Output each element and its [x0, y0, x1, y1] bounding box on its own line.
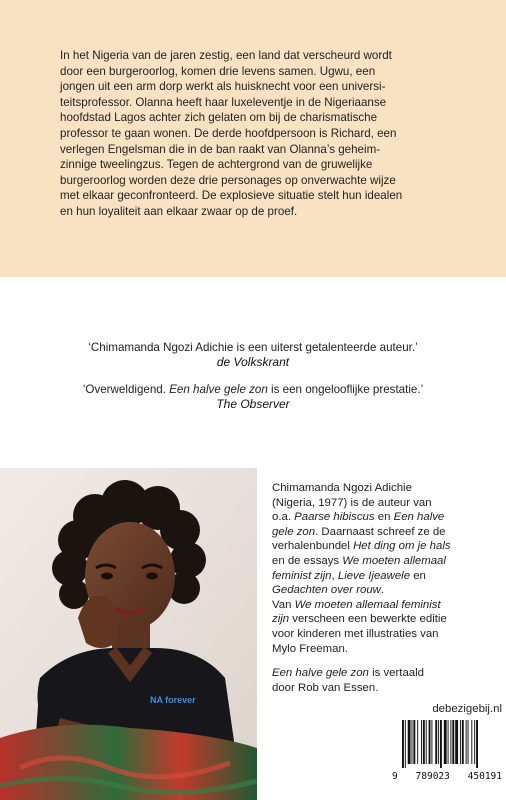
blurb-panel: [0, 0, 506, 277]
barcode-bar: [468, 720, 469, 764]
bio-line: [272, 642, 502, 657]
blurb-line: hoofdstad Lagos achter zich gelaten om bij de charismatische: [60, 111, 378, 125]
bio-line: [272, 539, 502, 554]
quote-text-part: ‘Overweldigend.: [82, 383, 170, 396]
blurb-line: burgeroorlog worden deze drie personages op onverwachte wijze: [60, 173, 396, 187]
barcode-bar: [405, 720, 406, 768]
bio-book-title: Lieve Ijeawele: [337, 569, 411, 582]
blurb-line: In het Nigeria van de jaren zestig, een land dat verscheurd wordt: [60, 49, 392, 62]
review-quotes: [0, 340, 506, 424]
blurb-line: met elkaar geconfronteerd. De explosieve situatie stelt hun idealen: [60, 189, 403, 203]
bio-line: [272, 666, 502, 681]
barcode-bar: [460, 720, 461, 764]
bio-text: Van: [272, 598, 295, 611]
bio-text: Mylo Freeman.: [272, 642, 348, 655]
bio-book-title: Het ding om je hals: [349, 540, 451, 553]
barcode-bar: [421, 720, 422, 764]
bio-book-title: Gedachten over rouw: [272, 584, 381, 597]
barcode-bar: [448, 720, 449, 764]
barcode-bars: [392, 720, 500, 770]
blurb-line: jongen uit een arm dorp werkt als huisknecht voor een universi-: [60, 80, 386, 94]
bio-line: [272, 612, 502, 627]
bio-text: verscheen een bewerkte editie: [289, 613, 447, 626]
bio-text: verhalenbundel: [272, 540, 350, 553]
isbn-digit-group: 9: [392, 771, 398, 782]
bio-line: [272, 554, 502, 569]
bio-line: [272, 627, 502, 642]
isbn-digit-group: 789023: [415, 771, 450, 782]
barcode-bar: [426, 720, 427, 764]
barcode-bar: [417, 720, 418, 764]
quote-source: The Observer: [216, 397, 290, 411]
blurb-line: zinnige tweelingzus. Tegen de achtergrond van de gruwelijke: [60, 158, 373, 172]
barcode-bar: [438, 720, 439, 764]
publisher-website: debezigebij.nl: [432, 703, 502, 715]
bio-text: ,: [331, 569, 338, 582]
barcode-bar: [408, 720, 411, 764]
bio-text: o.a.: [272, 511, 295, 524]
bio-text: en: [374, 511, 394, 524]
bio-text: Chimamanda Ngozi Adichie: [272, 482, 412, 494]
barcode-bar: [413, 720, 415, 764]
bio-book-title: We moeten allemaal feminist: [294, 598, 441, 611]
bio-text: . Daarnaast schreef ze de: [315, 525, 446, 538]
bio-book-title: feminist zijn: [272, 569, 332, 582]
quote-text-part: ‘Chimamanda Ngozi Adichie is een uiterst getalenteerde auteur.’: [88, 341, 418, 354]
barcode-bar: [474, 720, 475, 764]
bio-text: door Rob van Essen.: [272, 681, 379, 694]
bio-line: [272, 569, 502, 584]
bio-line: [272, 510, 502, 525]
bio-text: voor kinderen met illustraties van: [272, 627, 439, 640]
bio-book-title: gele zon: [272, 525, 316, 538]
quote-text: [0, 382, 506, 397]
barcode-bar: [471, 720, 472, 764]
barcode-bar: [476, 720, 478, 768]
quote-text-part: is een ongelooflijke prestatie.’: [267, 383, 424, 396]
blurb-text: [60, 48, 470, 220]
shirt-print: NA forever: [150, 695, 196, 705]
blurb-line: verlegen Engelsman die in de ban raakt van Olanna’s geheim-: [60, 142, 381, 156]
barcode-bar: [402, 720, 404, 768]
bio-book-title: Een halve: [393, 511, 445, 524]
bio-text: en: [410, 569, 426, 582]
blurb-line: door een burgeroorlog, komen drie levens samen. Ugwu, een: [60, 64, 376, 78]
bio-text: .: [380, 584, 385, 597]
blurb-line: teitsprofessor. Olanna heeft haar luxeleventje in de Nigeriaanse: [60, 95, 387, 109]
barcode-bar: [412, 720, 413, 764]
isbn-digits: [392, 771, 502, 782]
bio-line: [272, 496, 502, 511]
bio-book-title: We moeten allemaal: [342, 554, 446, 567]
quote-text: [0, 340, 506, 355]
barcode-bar: [435, 720, 437, 764]
bio-text: en de essays: [272, 554, 343, 567]
author-bio: [272, 481, 502, 695]
barcode-bar: [440, 720, 442, 768]
barcode-bar: [466, 720, 467, 764]
isbn-digit-group: 450191: [467, 771, 502, 782]
author-photo: [0, 468, 257, 800]
bio-book-title: zijn: [272, 613, 290, 626]
review-quote: [0, 340, 506, 370]
barcode-bar: [429, 720, 431, 764]
bio-line: [272, 583, 502, 598]
bio-text: is vertaald: [368, 667, 424, 680]
bio-line: [272, 525, 502, 540]
bio-spacer: [272, 656, 502, 666]
bio-book-title: Paarse hibiscus: [294, 511, 375, 524]
barcode-bar: [455, 720, 458, 764]
bio-line: [272, 598, 502, 613]
bio-book-title: Een halve gele zon: [272, 667, 369, 680]
quote-source: de Volkskrant: [216, 355, 290, 369]
review-quote: [0, 382, 506, 412]
blurb-line: en hun loyaliteit aan elkaar zwaar op de proef.: [60, 204, 298, 218]
barcode-bar: [423, 720, 425, 764]
bio-line: [272, 681, 502, 696]
barcode-bar: [452, 720, 454, 764]
barcode-bar: [462, 720, 464, 764]
barcode-bar: [444, 720, 447, 764]
barcode-bar: [450, 720, 451, 764]
barcode-bar: [431, 720, 432, 764]
bio-text: (Nigeria, 1977) is de auteur van: [272, 496, 432, 509]
quote-title-italic: Een halve gele zon: [169, 383, 268, 396]
bio-line: [272, 481, 502, 496]
blurb-line: professor te gaan wonen. De derde hoofdpersoon is Richard, een: [60, 126, 397, 140]
